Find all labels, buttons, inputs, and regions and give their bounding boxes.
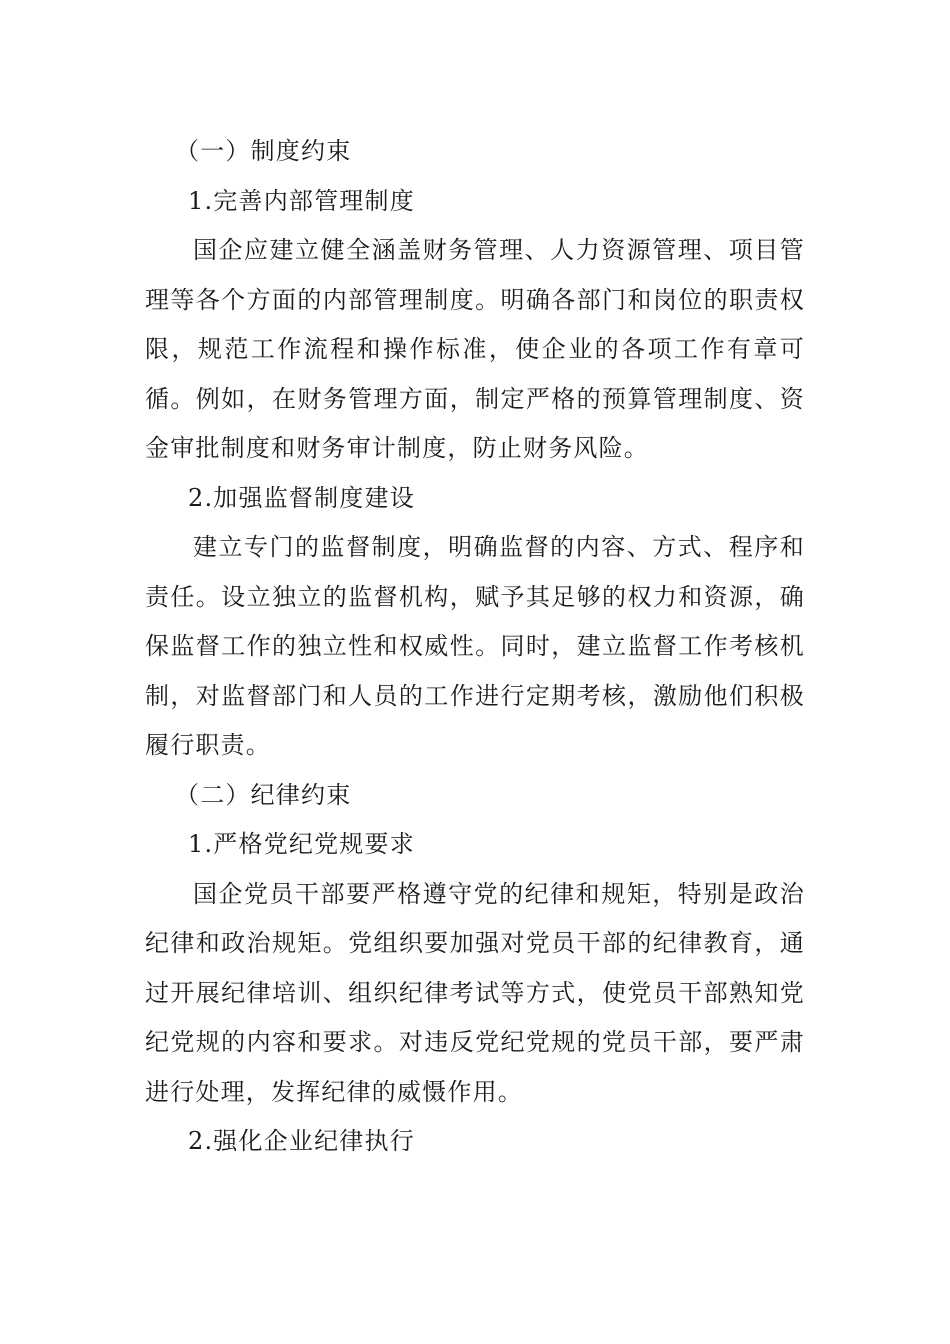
subheading-internal-management: 1.完善内部管理制度: [188, 186, 415, 215]
paragraph-party-discipline: 国企党员干部要严格遵守党的纪律和规矩，特别是政治纪律和政治规矩。党组织要加强对党员干部的纪律教育，通过开展纪律培训、组织纪律考试等方式，使党员干部熟知党纪党规的内容和要求。对违反党纪党规的党员干部，要严肃进行处理，发挥纪律的威慑作用。: [145, 879, 805, 1106]
subheading-party-discipline: 1.严格党纪党规要求: [188, 830, 415, 858]
subheading-enterprise-discipline: 2.强化企业纪律执行: [188, 1127, 415, 1155]
section-heading-discipline-constraints: （二）纪律约束: [175, 780, 352, 809]
section-heading-institutional-constraints: （一）制度约束: [175, 137, 352, 165]
paragraph-internal-management: 国企应建立健全涵盖财务管理、人力资源管理、项目管理等各个方面的内部管理制度。明确各部门和岗位的职责权限，规范工作流程和操作标准，使企业的各项工作有章可循。例如，在财务管理方面，制定严格的预算管理制度、资金审批制度和财务审计制度，防止财务风险。: [145, 236, 805, 462]
document-body: [145, 127, 805, 1167]
paragraph-supervision-system: 建立专门的监督制度，明确监督的内容、方式、程序和责任。设立独立的监督机构，赋予其足够的权力和资源，确保监督工作的独立性和权威性。同时，建立监督工作考核机制，对监督部门和人员的工作进行定期考核，激励他们积极履行职责。: [145, 533, 805, 759]
subheading-supervision-system: 2.加强监督制度建设: [188, 483, 415, 512]
